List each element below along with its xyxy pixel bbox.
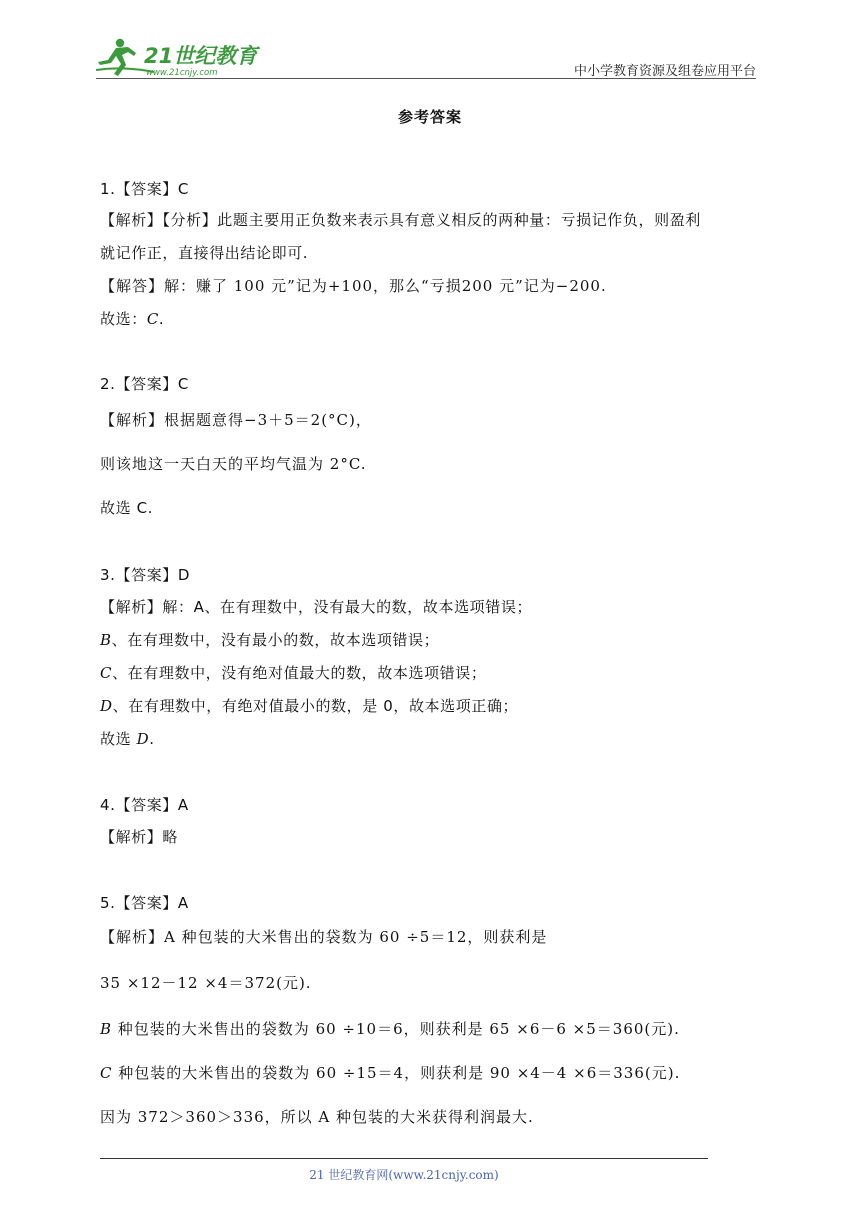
- q5-analysis-line-3: [100, 1019, 680, 1039]
- q1-analysis-line-1: 【解析】【分析】此题主要用正负数来表示具有意义相反的两种量：亏损记作负，则盈利: [100, 211, 701, 229]
- header-divider: [96, 78, 756, 79]
- q3-choice-end: .: [149, 730, 155, 748]
- q5-letter-c: C: [100, 1064, 113, 1082]
- q1-solution: 【解答】解：赚了 100 元”记为+100，那么“亏损200 元”记为−200.: [100, 277, 607, 295]
- q5-analysis-line-1: 【解析】A 种包装的大米售出的袋数为 60 ÷5＝12，则获利是: [100, 928, 548, 946]
- q5-text-b: 种包装的大米售出的袋数为 60 ÷10＝6，则获利是 65 ×6－6 ×5＝360(元).: [112, 1020, 680, 1038]
- q3-letter-b: B: [100, 631, 112, 649]
- q3-option-a: 【解析】解：A、在有理数中，没有最大的数，故本选项错误；: [100, 598, 533, 616]
- q2-choice: 故选 C.: [100, 499, 154, 517]
- q1-choice: [100, 309, 164, 329]
- logo-url: www.21cnjy.com: [146, 68, 218, 78]
- q3-letter-c: C: [100, 664, 113, 682]
- q3-option-b: [100, 630, 439, 650]
- q3-choice-prefix: 故选: [100, 730, 137, 748]
- q3-letter-d: D: [100, 697, 113, 715]
- q3-choice-letter: D: [136, 730, 150, 748]
- q3-text-b: 、在有理数中，没有最小的数，故本选项错误；: [111, 631, 440, 649]
- q3-answer: 3.【答案】D: [100, 566, 191, 584]
- footer-divider: [100, 1158, 708, 1159]
- q3-choice: [100, 729, 155, 749]
- q4-analysis: 【解析】略: [100, 828, 179, 846]
- q1-choice-letter: C: [146, 310, 159, 328]
- logo-text: 21世纪教育: [144, 44, 258, 68]
- q5-text-c: 种包装的大米售出的袋数为 60 ÷15＝4，则获利是 90 ×4－4 ×6＝336(元).: [112, 1064, 681, 1082]
- q1-choice-prefix: 故选：: [100, 310, 147, 328]
- q5-analysis-line-2: 35 ×12－12 ×4＝372(元).: [100, 974, 312, 992]
- q1-analysis-line-2: 就记作正，直接得出结论即可.: [100, 244, 309, 262]
- q2-analysis-line-2: 则该地这一天白天的平均气温为 2°C.: [100, 455, 367, 473]
- q5-conclusion: 因为 372＞360＞336，所以 A 种包装的大米获得利润最大.: [100, 1108, 534, 1126]
- q3-option-d: [100, 696, 518, 716]
- q3-text-d: 、在有理数中，有绝对值最小的数，是 0，故本选项正确；: [112, 697, 519, 715]
- q3-text-c: 、在有理数中，没有绝对值最大的数，故本选项错误；: [112, 664, 487, 682]
- q2-analysis-line-1: 【解析】根据题意得−3＋5＝2(°C)，: [100, 411, 372, 429]
- q1-answer: 1.【答案】C: [100, 180, 189, 198]
- q1-choice-end: .: [158, 310, 165, 328]
- q3-option-c: [100, 663, 486, 683]
- q5-letter-b: B: [100, 1020, 113, 1038]
- q2-answer: 2.【答案】C: [100, 375, 189, 393]
- q5-answer: 5.【答案】A: [100, 894, 189, 912]
- platform-name: 中小学教育资源及组卷应用平台: [573, 64, 756, 79]
- page-title: 参考答案: [397, 108, 462, 126]
- q5-analysis-line-4: [100, 1063, 680, 1083]
- site-logo: [94, 36, 264, 80]
- q4-answer: 4.【答案】A: [100, 796, 189, 814]
- footer-text: 21 世纪教育网(www.21cnjy.com): [309, 1168, 499, 1182]
